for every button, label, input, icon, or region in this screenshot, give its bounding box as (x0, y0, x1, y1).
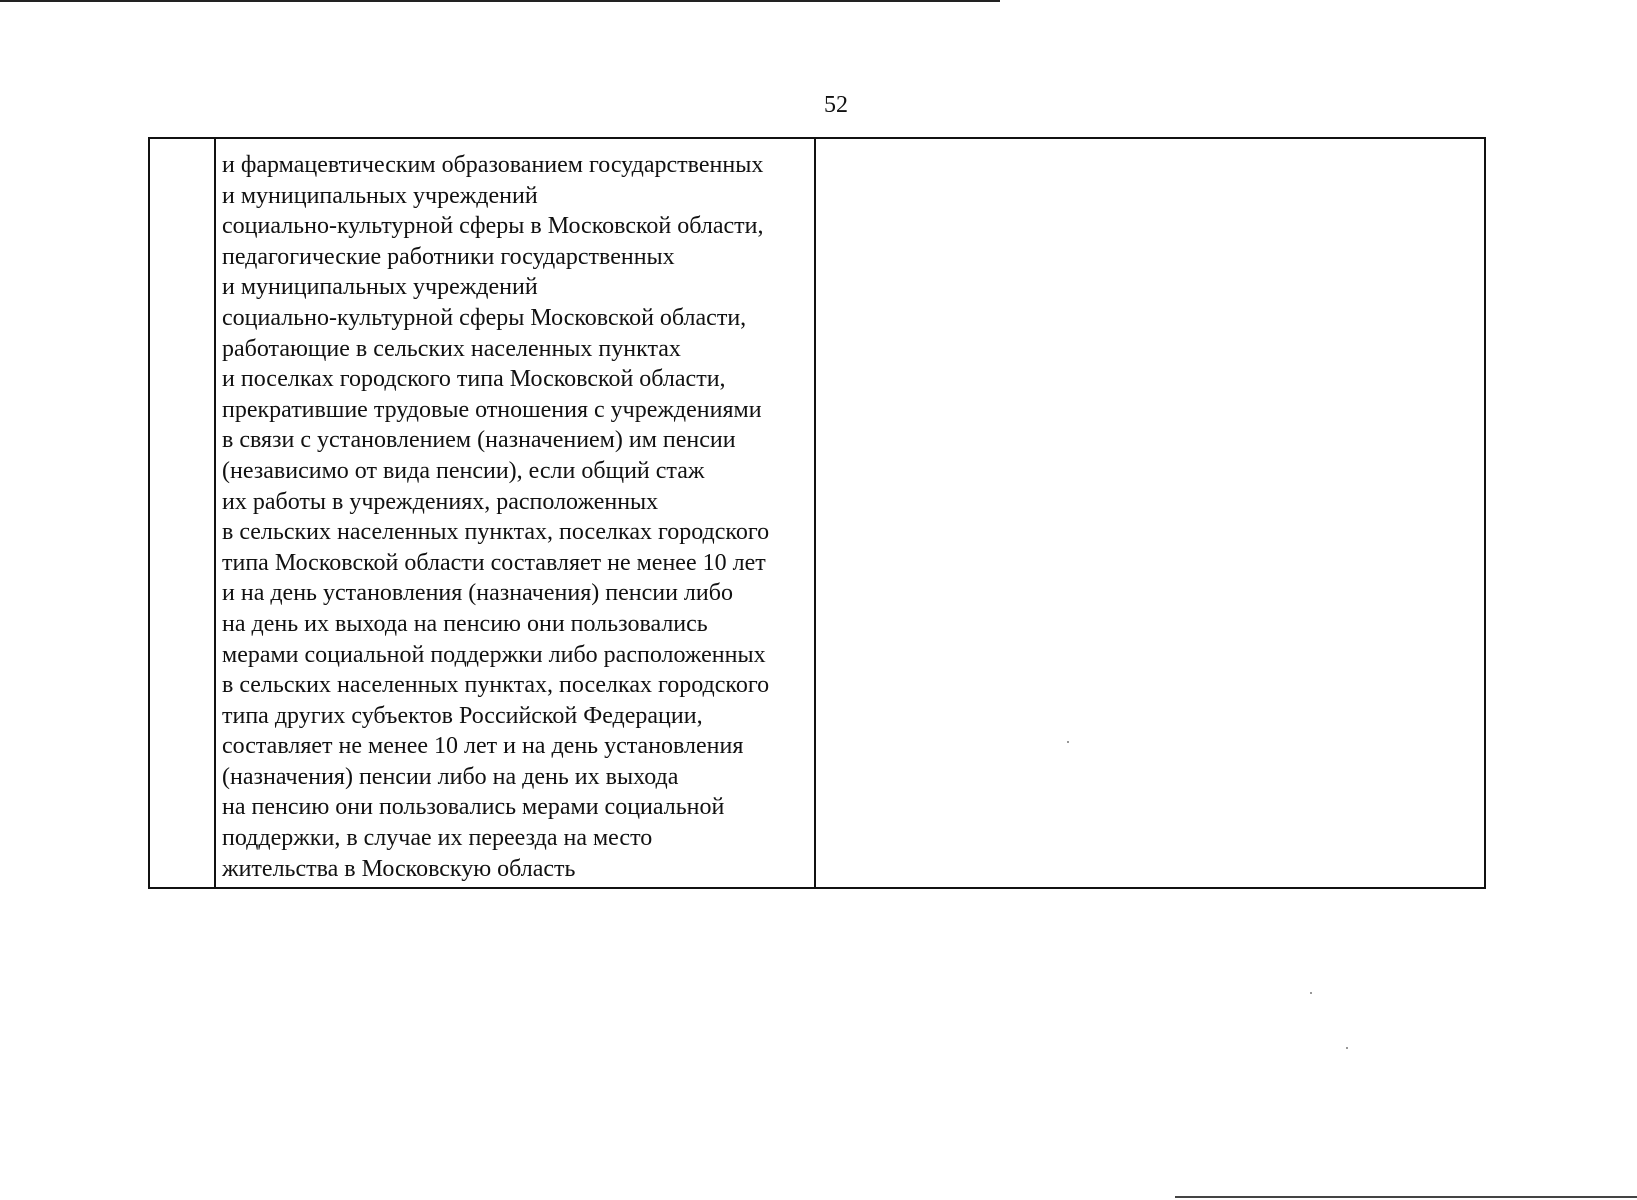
text-line: жительства в Московскую область (222, 855, 576, 882)
text-line: и на день установления (назначения) пенсии либо (222, 580, 733, 607)
table-cell-text (216, 139, 816, 887)
text-line: в сельских населенных пунктах, поселках городского (222, 519, 770, 546)
text-line: прекратившие трудовые отношения с учреждениями (222, 396, 762, 423)
text-line: составляет не менее 10 лет и на день установления (222, 733, 744, 760)
text-line: и муниципальных учреждений (222, 182, 538, 209)
text-line: работающие в сельских населенных пунктах (222, 335, 681, 362)
text-line: типа других субъектов Российской Федерации, (222, 702, 703, 729)
text-line: (назначения) пенсии либо на день их выхода (222, 763, 679, 790)
scan-speck (1346, 1047, 1348, 1049)
text-line: типа Московской области составляет не менее 10 лет (222, 549, 766, 576)
scan-speck (1067, 741, 1069, 743)
document-table (148, 137, 1486, 889)
scan-edge-bottom (1175, 1196, 1637, 1198)
text-line: в связи с установлением (назначением) им пенсии (222, 427, 736, 454)
text-line: и фармацевтическим образованием государственных (222, 152, 764, 178)
page-number: 52 (824, 92, 848, 118)
text-line: социально-культурной сферы Московской области, (222, 304, 747, 331)
text-line: их работы в учреждениях, расположенных (222, 488, 659, 515)
text-line: и муниципальных учреждений (222, 274, 538, 301)
text-line: на день их выхода на пенсию они пользовались (222, 610, 708, 637)
scan-edge-top (0, 0, 1000, 2)
text-line: на пенсию они пользовались мерами социальной (222, 794, 725, 821)
text-line: в сельских населенных пунктах, поселках городского (222, 672, 770, 699)
table-cell-number (150, 139, 216, 887)
text-line: (независимо от вида пенсии), если общий стаж (222, 457, 705, 484)
text-line: социально-культурной сферы в Московской области, (222, 213, 764, 240)
text-line: мерами социальной поддержки либо расположенных (222, 641, 766, 668)
scan-speck (1310, 992, 1312, 994)
text-line: и поселках городского типа Московской области, (222, 366, 726, 393)
text-line: педагогические работники государственных (222, 243, 675, 270)
text-line: поддержки, в случае их переезда на место (222, 825, 653, 852)
table-cell-empty (816, 139, 1484, 887)
